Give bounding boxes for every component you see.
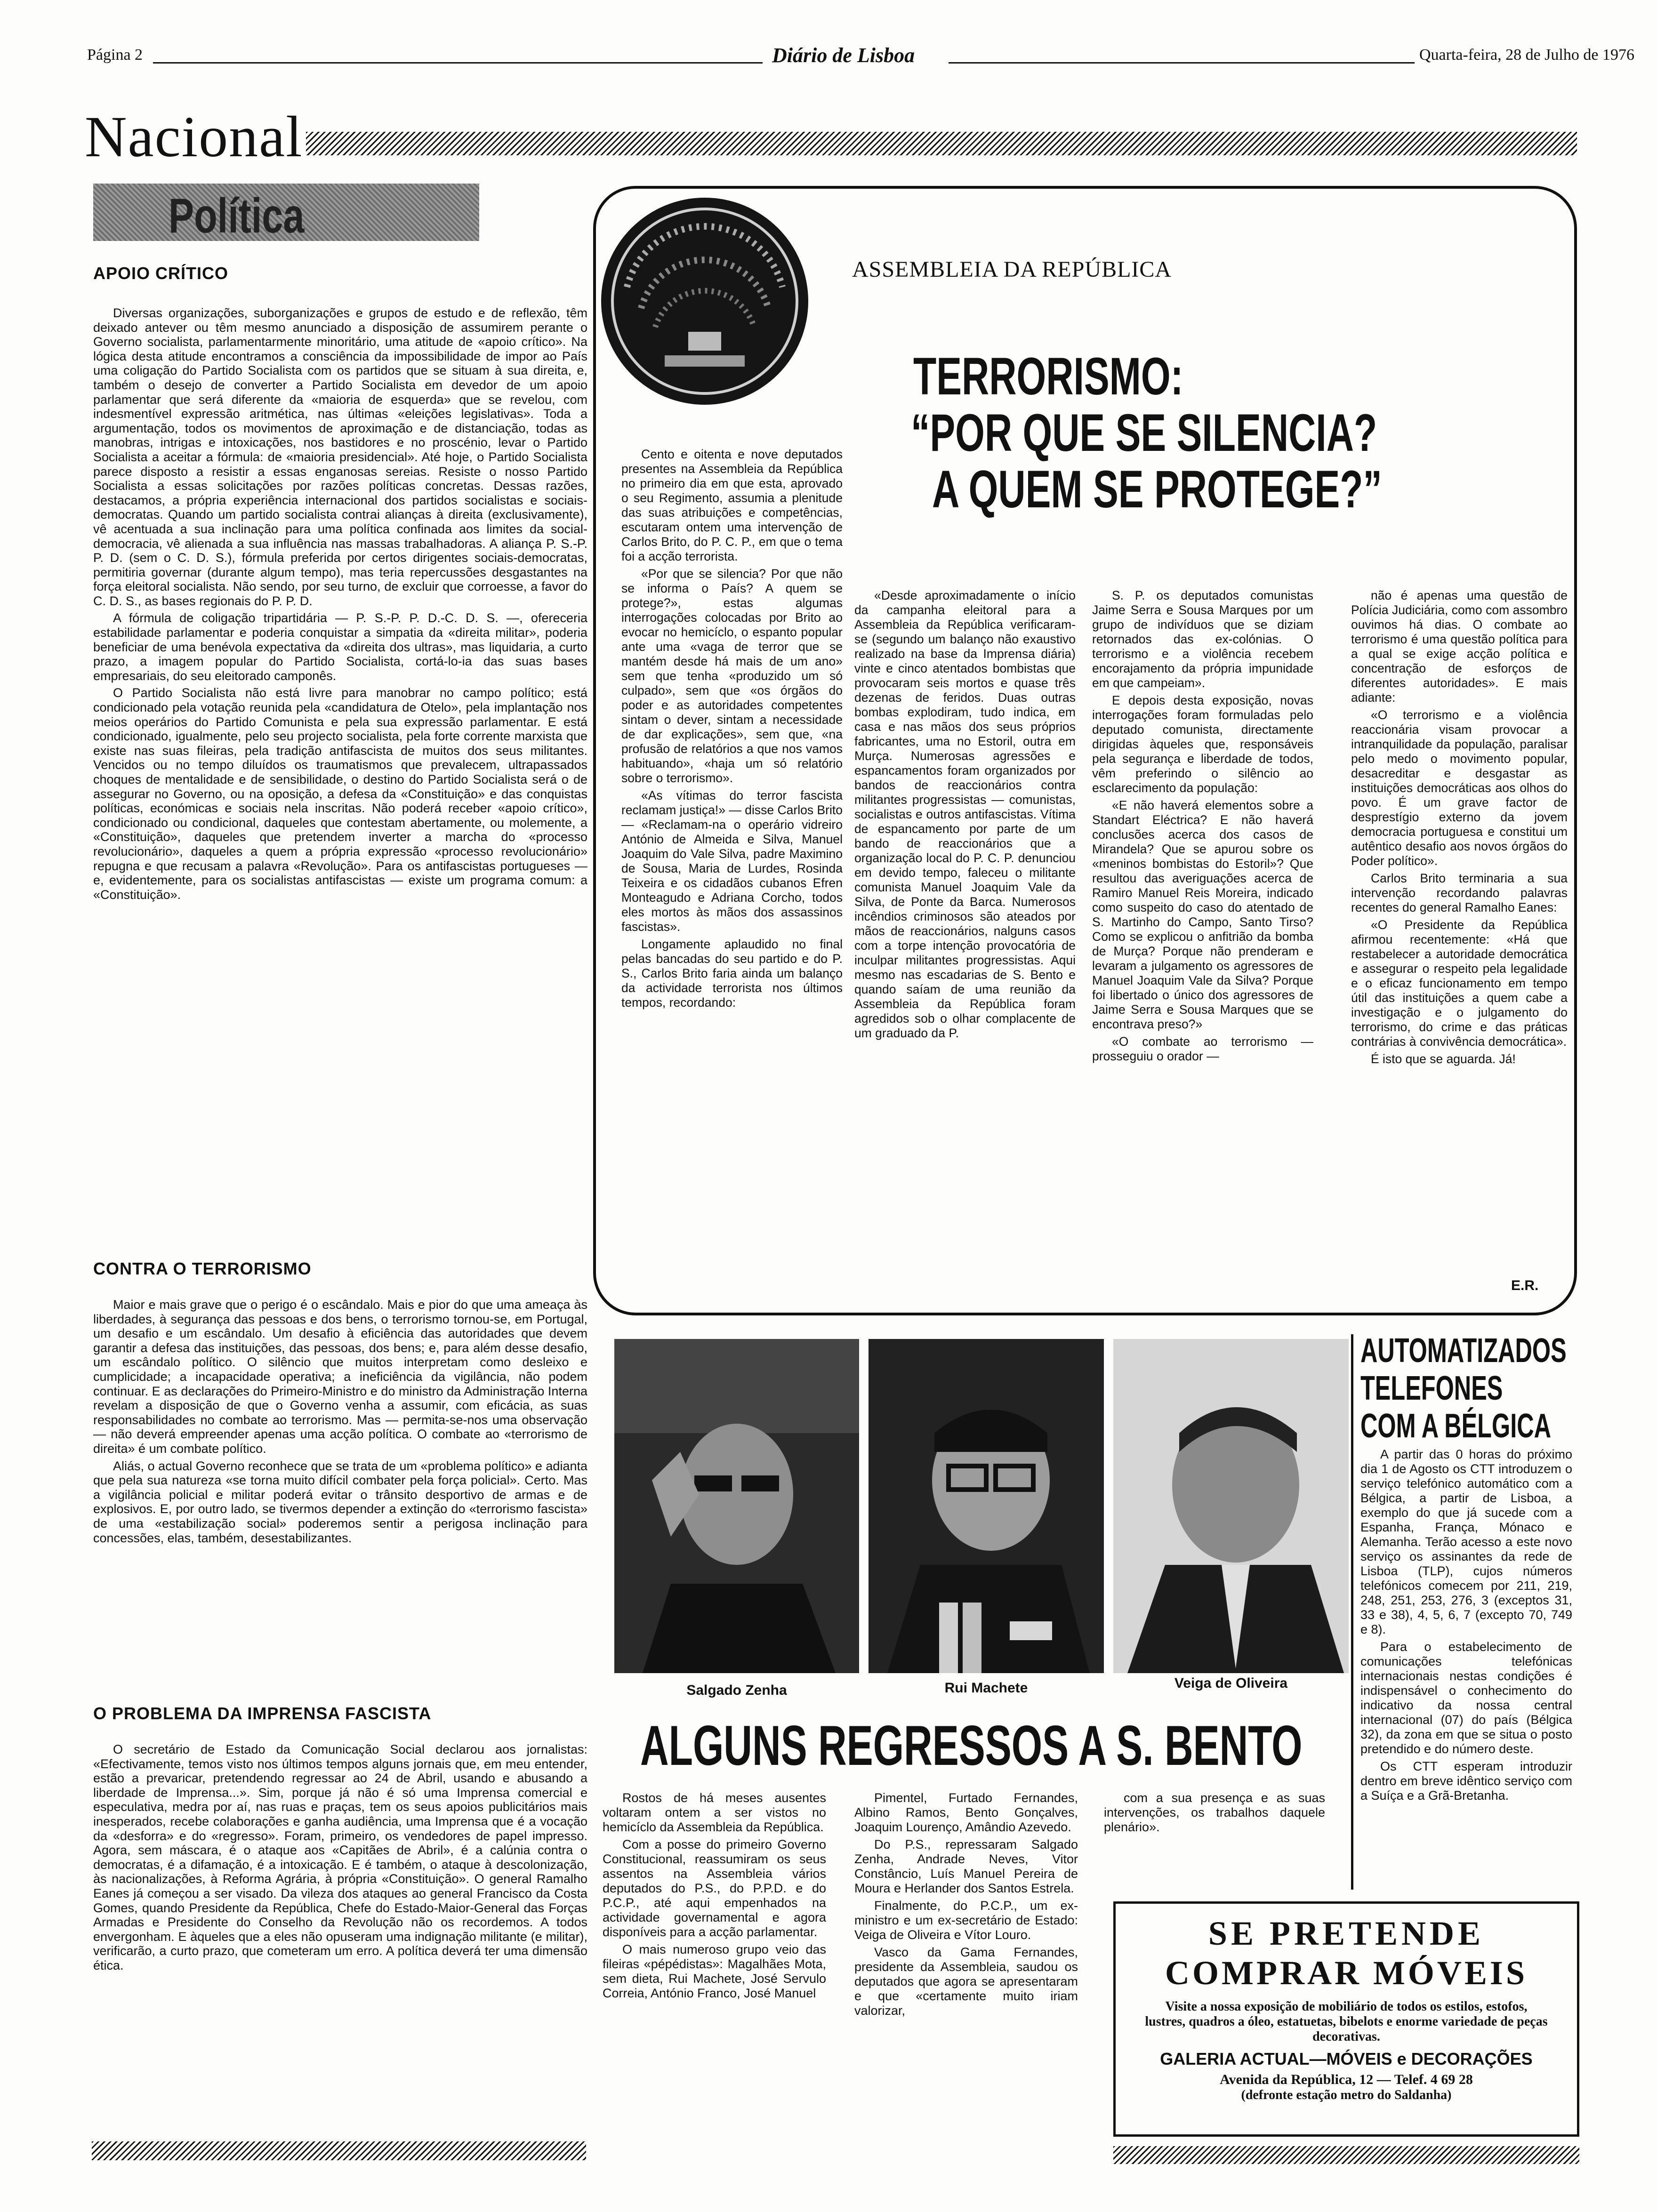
ad-address: Avenida da República, 12 — Telef. 4 69 28: [1220, 2072, 1473, 2087]
paragraph: O mais numeroso grupo veio das fileiras «pépédistas»: Magalhães Mota, sem dieta, Rui Machete, José Servulo Correia, António Franco, José Manuel: [603, 1942, 826, 2000]
newspaper-name: Diário de Lisboa: [772, 44, 915, 67]
assembleia-col-3: [1092, 588, 1313, 1066]
paragraph: «O Presidente da República afirmou recentemente: «Há que restabelecer a autoridade democrática e assegurar o respeito pela legalidade e o eficaz funcionamento em tempo útil das instituições a quem cabe a investigação e o julgamento do terrorismo, do crime e das práticas contrárias à convivência democrática».: [1351, 918, 1568, 1049]
article-signature: E.R.: [1511, 1278, 1539, 1293]
article-heading: APOIO CRÍTICO: [93, 264, 229, 283]
assembleia-col-2: [854, 588, 1076, 1043]
paragraph: E depois desta exposição, novas interrogações foram formuladas pelo deputado comunista, directamente dirigidas àqueles que, responsáveis pela segurança e liberdade de todos, vêm preferindo o silêncio ao esclarecimento da população:: [1092, 693, 1313, 795]
paragraph: Pimentel, Furtado Fernandes, Albino Ramos, Bento Gonçalves, Joaquim Lourenço, Amândio Azevedo.: [854, 1791, 1078, 1834]
ad-company: GALERIA ACTUAL—MÓVEIS e DECORAÇÕES: [1160, 2049, 1533, 2068]
paragraph: Para o estabelecimento de comunicações telefónicas internacionais nestas condições é indispensável o conhecimento do indicativo da nossa central internacional (07) do país (Bélgica 32), da zona em que se situa o posto pretendido e do número deste.: [1360, 1640, 1572, 1756]
paragraph: S. P. os deputados comunistas Jaime Serra e Sousa Marques por um grupo de indivíduos que se diziam retornados das ex-colónias. O terrorismo e a violência recebem encorajamento da própria impunidade em que campeiam».: [1092, 588, 1313, 690]
page-number: Página 2: [87, 46, 143, 64]
regressos-headline: ALGUNS REGRESSOS A S. BENTO: [640, 1714, 1303, 1777]
assembleia-col-4: [1351, 588, 1568, 1069]
paragraph: Com a posse do primeiro Governo Constitucional, reassumiram os seus assentos na Assembleia vários deputados do P.S., do P.P.D. e do P.C.P., até aqui empenhados na actividade governamental e agora disponíveis para a acção parlamentar.: [603, 1837, 826, 1939]
paragraph: Vasco da Gama Fernandes, presidente da Assembleia, saudou os deputados que agora se apresentaram e que «certamente muito iriam valorizar,: [854, 1945, 1078, 2018]
paragraph: Os CTT esperam introduzir dentro em breve idêntico serviço com a Suíça e a Grã-Bretanha.: [1360, 1759, 1572, 1803]
paragraph: Cento e oitenta e nove deputados presentes na Assembleia da República no primeiro dia em que esta, aprovado o seu Regimento, assumia a plenitude das suas atribuições e competências, escutaram ontem uma intervenção de Carlos Brito, do P. C. P., em que o tema foi a acção terrorista.: [621, 447, 843, 563]
telefones-divider: [1351, 1334, 1353, 1890]
paragraph: O Partido Socialista não está livre para manobrar no campo político; está condicionado pela votação reunida pela «candidatura de Otelo», pela implantação nos meios operários do Partido Comunista e pela sua expressão parlamentar. E está condicionado, igualmente, pelo seu projecto socialista, pela forte corrente marxista que existe nas suas fileiras, pela tradição antifascista de muitos dos seus militantes. Vencidos ou no tempo diluídos os traumatismos que prevalecem, ultrapassados choques de mentalidade e de sensibilidade, o destino do Partido Socialista será o de assegurar no Governo, ou na oposição, a defesa da «Constituição» e das conquistas políticas, económicas e sociais nela inscritas. Não poderá receber «apoio crítico», condicionado ou condicional, daqueles que contestam abertamente, ou molemente, a «Constituição», daqueles que pretendem inverter a marcha do «processo revolucionário», daqueles a quem a própria expressão «processo revolucionário» repugna e que recusam a palavra «Revolução». Para os antifascistas portugueses — e, evidentemente, para os socialistas antifascistas — existe um programa comum: a «Constituição».: [93, 686, 587, 902]
ad-note: (defronte estação metro do Saldanha): [1241, 2088, 1452, 2102]
paragraph: Aliás, o actual Governo reconhece que se trata de um «problema político» e adianta que pela sua natureza «se torna muito difícil combater pela força policial». Certo. Mas a vigilância policial e militar poderá evitar o trânsito desportivo de armas e de explosivos. E, por outro lado, se tivermos depender a extinção do «terrorismo fascista» de uma «estabilização social» poderemos sentir a perigosa inclinação para concessões, elas, também, desestabilizantes.: [93, 1459, 587, 1545]
regressos-col-3: [1104, 1791, 1325, 1837]
photo-caption-rui-machete: Rui Machete: [944, 1680, 1028, 1696]
paragraph: É isto que se aguarda. Já!: [1371, 1052, 1516, 1066]
photo-salgado-zenha: [614, 1339, 859, 1673]
telefones-headline: AUTOMATIZADOS TELEFONES COM A BÉLGICA: [1360, 1332, 1567, 1445]
apoio-critico-article: [93, 264, 587, 905]
article-heading: O PROBLEMA DA IMPRENSA FASCISTA: [93, 1704, 432, 1723]
article-body: [93, 306, 587, 902]
assembleia-kicker: ASSEMBLEIA DA REPÚBLICA: [852, 257, 1172, 282]
contra-terrorismo-article: [93, 1259, 587, 1548]
paragraph: «As vítimas do terror fascista reclamam justiça!» — disse Carlos Brito — «Reclamam-na o operário vidreiro António de Almeida e Silva, Manuel Joaquim do Vale Silva, padre Maximino de Sousa, Maria de Lurdes, Rosinda Teixeira e os cidadãos cubanos Efren Monteagudo e Adriana Corcho, todos eles mortos às mãos dos assassinos fascistas».: [621, 788, 843, 934]
ad-line-1: SE PRETENDE: [1208, 1915, 1485, 1952]
masthead: [87, 44, 1634, 74]
photo-rui-machete: [869, 1339, 1104, 1673]
bottom-rule-left: [92, 2141, 586, 2160]
section-title-rule: [306, 132, 1577, 155]
article-heading: CONTRA O TERRORISMO: [93, 1259, 312, 1278]
bottom-rule-right: [1113, 2146, 1579, 2164]
paragraph: Do P.S., repressaram Salgado Zenha, Andrade Neves, Vitor Constâncio, Luís Manuel Pereira de Moura e Herlander dos Santos Estrela.: [854, 1837, 1078, 1895]
paragraph: Finalmente, do P.C.P., um ex-ministro e um ex-secretário de Estado: Veiga de Oliveira e Vítor Louro.: [854, 1899, 1078, 1942]
paragraph: Carlos Brito terminaria a sua intervenção recordando palavras recentes do general Ramalho Eanes:: [1351, 871, 1568, 914]
paragraph: com a sua presença e as suas intervenções, os trabalhos daquele plenário».: [1104, 1791, 1325, 1834]
paragraph: Diversas organizações, suborganizações e grupos de estudo e de reflexão, têm deixado antever ou têm mesmo anunciado a disposição de assumirem perante o Governo socialista, parlamentarmente minoritário, uma atitude de «apoio crítico». Na lógica desta atitude encontramos a consciência da impossibilidade de impor ao País uma coligação do Partido Socialista com os partidos que se situam à sua direita, e, também o desejo de converter a Partido Socialista em devedor de um apoio parlamentar que será diferente da «maioria de esquerda» que se revelou, com indesmentível expressão aritmética, nas últimas «eleições legislativas». Toda a argumentação, todos os movimentos de aproximação e de distanciação, todas as manobras, intrigas e intoxicações, nos bastidores e no proscénio, levar o Partido Socialista a aceitar a fórmula: de «maioria presidencial». Até hoje, o Partido Socialista parece disposto a resistir a essas enganosas sereias. Resiste o nosso Partido Socialista a essas solicitações por razões políticas concretas. Dessas razões, destacamos, a própria experiência internacional dos partidos socialistas e sociais-democratas. Quando um partido socialista contrai alianças à direita (exclusivamente), vê acentuada a sua inclinação para uma política confinada aos limites da social-democracia, vê alienada a sua influência nas massas trabalhadoras. A aliança P. S.-P. P. D. (sem o C. D. S.), fórmula preferida por certos dirigentes sociais-democratas, permitiria governar (durante algum tempo), mas teria repercussões desgastantes na força eleitoral socialista. Não sendo, por seu turno, de excluir que corroesse, a favor do C. D. S., as bases regionais do P. P. D.: [93, 306, 587, 608]
photo-veiga-de-oliveira: [1113, 1339, 1349, 1673]
issue-date: Quarta-feira, 28 de Julho de 1976: [1419, 46, 1634, 64]
paragraph: A partir das 0 horas do próximo dia 1 de Agosto os CTT introduzem o serviço telefónico automático com a Bélgica, a partir de Lisboa, a exemplo do que já sucede com a Espanha, França, Mónaco e Alemanha. Terão acesso a este novo serviço os assinantes da rede de Lisboa (TLP), cujos números telefónicos comecem por 211, 219, 248, 251, 253, 276, 3 (exceptos 31, 33 e 38), 4, 5, 6, 7 (excepto 70, 749 e 8).: [1360, 1447, 1572, 1636]
paragraph: A fórmula de coligação tripartidária — P. S.-P. P. D.-C. D. S. —, ofereceria estabilidade parlamentar e poderia conquistar a simpatia da «direita militar», poderia beneficiar de uma benévola expectativa da «direita dos ultras», mas liquidaria, a curto prazo, a imagem popular do Partido Socialista, cortá-lo-ia das suas bases empresariais, do seu eleitorado camponês.: [93, 611, 587, 683]
paragraph: Maior e mais grave que o perigo é o escândalo. Mais e pior do que uma ameaça às liberdades, à segurança das pessoas e dos bens, o terrorismo tornou-se, em Portugal, um desafio e um escândalo. Um desafio à eficiência das autoridades que devem garantir a defesa das instituições, das pessoas, dos bens; e, para além desse desafio, um escândalo político. O silêncio que muitos interpretam como desleixo e cumplicidade; a incapacidade operativa; a ineficiência da vigilância, não podem continuar. E as declarações do Primeiro-Ministro e do ministro da Administração Interna revelam a disposição de que o Governo venha a assumir, com eficácia, as suas responsabilidades no combate ao terrorismo. Mas — permita-se-nos uma observação — não deverá empreender apenas uma acção política. O combate ao «terrorismo de direita» é um combate político.: [93, 1298, 587, 1456]
photo-caption-veiga-de-oliveira: Veiga de Oliveira: [1174, 1675, 1288, 1691]
politica-banner: Política: [93, 184, 479, 241]
telefones-body: [1360, 1447, 1572, 1806]
photo-caption-salgado-zenha: Salgado Zenha: [686, 1683, 787, 1698]
paragraph: «O combate ao terrorismo — prosseguiu o orador —: [1092, 1034, 1313, 1063]
furniture-advertisement: [1113, 1901, 1579, 2137]
assembly-hall-emblem: [594, 191, 815, 412]
section-title: Nacional: [85, 104, 303, 169]
paragraph: «Desde aproximadamente o início da campanha eleitoral para a Assembleia da República verificaram-se (segundo um balanço não exaustivo realizado na base da Imprensa diária) vinte e cinco atentados bombistas que provocaram seis mortos e quase três dezenas de feridos. Duas outras bombas explodiram, tudo indica, em casa e nas mãos dos seus próprios fabricantes, uma no Estoril, outra em Murça. Numerosas agressões e espancamentos foram organizados por bandos de reaccionários contra militantes progressistas — comunistas, socialistas e outros antifascistas. Vítima de espancamento por parte de um bando de reaccionários que a organização local do P. C. P. denunciou em devido tempo, faleceu o militante comunista Manuel Joaquim Vale da Silva, de Ponte da Barca. Numerosos incêndios criminosos são ateados por mãos de reaccionários, nalguns casos com a torpe intenção provocatória de inculpar militantes progressistas. Aqui mesmo nas escadarias de S. Bento e quando saíam de uma reunião da Assembleia da República foram agredidos sob o olhar complacente de um graduado da P.: [854, 588, 1076, 1040]
ad-body: Visite a nossa exposição de mobiliário de todos os estilos, estofos, lustres, quadros a óleo, estatuetas, bibelots e enorme variedade de peças decorativas.: [1145, 1999, 1548, 2044]
paragraph: «Por que se silencia? Por que não se informa o País? A quem se protege?», estas algumas interrogações colocadas por Brito ao evocar no hemicíclo, o espanto popular ante uma «vaga de terror que se mantém desde há mais de um ano» sem que tenha «produzido um só culpado», sem que «os órgãos do poder e as autoridades competentes sintam o dever, sintam a necessidade de dar explicações», sem que, «na profusão de relatórios a que nos vamos habituando», «haja um só relatório sobre o terrorismo».: [621, 567, 843, 785]
paragraph: não é apenas uma questão de Polícia Judiciária, como com assombro ouvimos há dias. O combate ao terrorismo é uma questão política para a qual se exige acção política e concentração de esforços de diferentes autoridades». E mais adiante:: [1351, 588, 1568, 705]
article-body: [93, 1298, 587, 1545]
article-body: [93, 1742, 587, 1973]
paragraph: Longamente aplaudido no final pelas bancadas do seu partido e do P. S., Carlos Brito faria ainda um balanço da actividade terrorista nos últimos tempos, recordando:: [621, 937, 843, 1010]
ad-line-2: COMPRAR MÓVEIS: [1165, 1954, 1528, 1992]
assembleia-headline: TERRORISMO: “POR QUE SE SILENCIA? A QUEM SE PROTEGE?”: [911, 347, 1382, 519]
paragraph: «E não haverá elementos sobre a Standart Eléctrica? E não haverá conclusões acerca dos casos de Mirandela? Que se apurou sobre os «meninos bombistas do Estoril»? Que resultou das averiguações acerca de Ramiro Manuel Reis Moreira, indicado como suspeito do caso do atentado de S. Martinho do Campo, Santo Tirso? Como se explicou o anfitrião da bomba de Murça? Porque não prenderam e levaram a julgamento os agressores de Manuel Joaquim Vale da Silva? Porque foi libertado o único dos agressores de Jaime Serra e Sousa Marques que se encontrava preso?»: [1092, 798, 1313, 1031]
paragraph: O secretário de Estado da Comunicação Social declarou aos jornalistas: «Efectivamente, temos visto nos últimos tempos alguns jornais que, em meu entender, estão a prevaricar, pretendendo regressar ao 24 de Abril, usando e abusando a liberdade de Imprensa...». Sim, porque já não é só uma Imprensa comercial e especulativa, medra por aí, nas ruas e praças, tem os seus apoios publicitários mais inesperados, recebe colaborações e ganha audiência, uma Imprensa que é a vocação da «desforra» e do «regresso». Foram, primeiro, os vendedores de papel impresso. Agora, sem máscara, é o ataque aos «Capitães de Abril», é a calúnia contra o democratas, é a difamação, é a intoxicação. E é também, o ataque à descolonização, às nacionalizações, à Reforma Agrária, à própria «Constituição». O general Ramalho Eanes já começou a ser visado. Da vileza dos ataques ao general Francisco da Costa Gomes, quando Presidente da República, Chefe do Estado-Maior-General das Forças Armadas e Presidente do Conselho da Revolução não os recordemos. A todos envergonham. E àqueles que a eles não opuseram uma indignação militante (e militar), verificarão, a curto prazo, que cometeram um erro. A política deverá ter uma dimensão ética.: [93, 1742, 587, 1972]
regressos-col-1: [603, 1791, 826, 2004]
imprensa-fascista-article: [93, 1704, 587, 1976]
paragraph: Rostos de há meses ausentes voltaram ontem a ser vistos no hemicíclo da Assembleia da República.: [603, 1791, 826, 1834]
regressos-col-2: [854, 1791, 1078, 2021]
paragraph: «O terrorismo e a violência reaccionária visam provocar a intranquilidade da população, paralisar pelo medo o movimento popular, desacreditar e desgastar as instituições democráticas aos olhos do povo. É um grave factor de desprestígio externo da jovem democracia portuguesa e constitui um autêntico desafio aos novos órgãos do Poder político».: [1351, 708, 1568, 868]
assembleia-col-1: [621, 447, 843, 1013]
